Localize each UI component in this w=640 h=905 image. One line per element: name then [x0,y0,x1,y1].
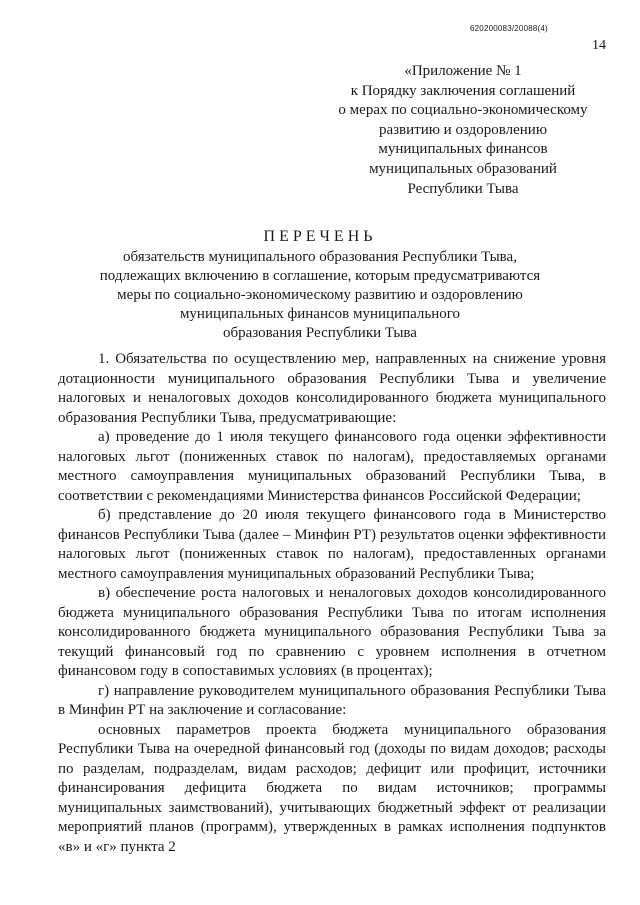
subtitle-line: образования Республики Тыва [223,325,417,341]
subtitle-line: подлежащих включению в соглашение, которым предусматриваются [99,268,541,284]
appendix-line: развитию и оздоровлению [378,121,548,138]
subtitle-line: меры по социально-экономическому развитию и оздоровлению [117,287,523,303]
appendix-line: муниципальных образований [369,160,557,177]
document-body [58,350,606,857]
appendix-line: о мерах по социально-экономическому [338,102,588,119]
paragraph-subitem-a: а) проведение до 1 июля текущего финансового года оценки эффективности налоговых льгот (пониженных ставок по налогам), предоставляемых органами местного самоуправления муниципальных образований Республики Тыва, в соответствии с рекомендациями Министерства финансов Российской Федерации; [58,429,606,504]
document-title: ПЕРЕЧЕНЬ [263,228,377,245]
document-subtitle [60,248,580,343]
subtitle-line: обязательств муниципального образования Республики Тыва, [123,249,517,265]
document-id: 620200083/20088(4) [470,24,548,33]
appendix-line: «Приложение № 1 [404,63,522,79]
page-number: 14 [592,38,606,53]
paragraph-item-1: 1. Обязательства по осуществлению мер, направленных на снижение уровня дотационности муниципального образования Республики Тыва и увеличение налоговых и неналоговых доходов консолидированного бюджета муниципального образования Республики Тыва, предусматривающие: [58,351,606,426]
subtitle-line: муниципальных финансов муниципального [179,306,461,322]
appendix-line: Республики Тыва [407,180,519,197]
paragraph-subitem-g: г) направление руководителем муниципального образования Республики Тыва в Минфин РТ на заключение и согласование: [58,682,606,718]
paragraph-subitem-b: б) представление до 20 июля текущего финансового года в Министерство финансов Республики Тыва (далее – Минфин РТ) результатов оценки эффективности налоговых льгот (пониженных ставок по налогам), предоставленных органами местного самоуправления муниципальных образований Республики Тыва; [58,507,606,582]
appendix-line: муниципальных финансов [378,141,548,158]
appendix-reference [318,62,608,199]
appendix-line: к Порядку заключения соглашений [350,82,576,99]
paragraph-budget-parameters: основных параметров проекта бюджета муниципального образования Республики Тыва на очередной финансовый год (доходы по видам доходов; расходы по разделам, подразделам, видам расходов; дефицит или профицит, источники финансирования дефицита бюджета по видам источников; программы муниципальных заимствований), учитывающих бюджетный эффект от реализации мероприятий планов (программ), утвержденных в рамках исполнения подпунктов «в» и «г» пункта 2 [58,721,606,855]
paragraph-subitem-v: в) обеспечение роста налоговых и неналоговых доходов консолидированного бюджета муниципального образования Республики Тыва по итогам исполнения консолидированного бюджета муниципального образования Республики Тыва за текущий финансовый год по сравнению с уровнем исполнения в отчетном финансовом году в сопоставимых условиях (в процентах); [58,585,606,679]
